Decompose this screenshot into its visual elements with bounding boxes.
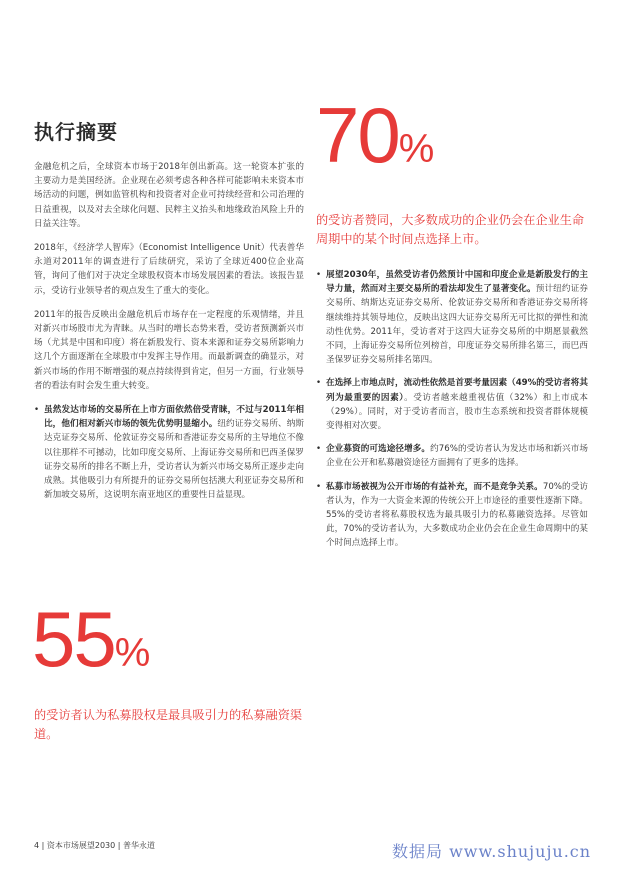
right-bullet-2-text: 。受访者越来越重视估值（32%）和上市成本（29%）。同时，对于受访者而言，股市生态系统和投资者群体规模变得相对次要。	[326, 392, 589, 432]
right-bullet-4	[316, 480, 588, 551]
right-bullet-2	[316, 376, 588, 433]
right-bullet-4-text: 70%的受访者认为，作为一大资金来源的传统公开上市途径的重要性逐渐下降。55%的受访者将私募股权选为最具吸引力的私募融资选择。尽管如此，70%的受访者认为，大多数成功企业仍会在企业生命周期中的某个时间点选择上市。	[326, 481, 588, 549]
page-title: 执行摘要	[34, 120, 118, 144]
right-column	[316, 268, 588, 551]
right-bullet-2-bold: 在选择上市地点时，流动性依然是首要考量因素（49%的受访者将其列为最重要的因素）	[326, 378, 588, 403]
left-column	[34, 160, 304, 502]
left-bullet	[34, 403, 304, 502]
stat-bottom-number: 55	[32, 595, 115, 683]
right-bullet-3-bold: 企业募资的可选途径增多。	[326, 444, 431, 455]
right-bullet-1-text: 预计纽约证券交易所、纳斯达克证券交易所、伦敦证券交易所和香港证券交易所将继续维持其领导地位，反映出这四大证券交易所无可比拟的弹性和流动性优势。2011年，受访者对于这四大证券交易所的中期愿景截然不同，上海证券交易所位列榜首，印度证券交易所排名第三，而巴西圣保罗证券交易所排名第四。	[326, 284, 588, 366]
stat-top	[316, 91, 435, 179]
right-bullet-3	[316, 442, 588, 470]
intro-paragraph-2: 2018年，《经济学人智库》（Economist Intelligence Unit）代表普华永道对2011年的调查进行了后续研究，采访了全球近400位企业高管，询问了他们对于决定全球股权资本市场发展因素的看法。该报告显示，受访行业领导者的观点发生了重大的变化。	[34, 243, 304, 296]
stat-top-number: 70	[316, 91, 399, 179]
stat-bottom-percent: %	[114, 631, 151, 675]
stat-top-percent: %	[398, 127, 435, 171]
left-bullet-bold: 虽然发达市场的交易所在上市方面依然倍受青睐，不过与2011年相比，他们相对新兴市场的领先优势明显缩小。	[44, 405, 304, 430]
stat-bottom-caption: 的受访者认为私募股权是最具吸引力的私募融资渠道。	[34, 708, 303, 741]
intro-paragraph-1: 金融危机之后，全球资本市场于2018年创出新高。这一轮资本扩张的主要动力是美国经济。企业现在必须考虑各种各样可能影响未来资本市场活动的问题，例如监管机构和投资者对企业可持续经营和公司治理的日益重视，以及对去全球化问题、民粹主义抬头和地缘政治风险上升的日益关注等。	[34, 162, 304, 229]
left-bullet-text: 纽约证券交易所、纳斯达克证券交易所、伦敦证券交易所和香港证券交易所的主导地位不像以往那样不可撼动，比如印度交易所、上海证券交易所和巴西圣保罗证券交易所的排名不断上升，受访者认为新兴市场交易所正逐步走向成熟。其他吸引力有所提升的证券交易所包括澳大利亚证券交易所和新加坡交易所，这说明东南亚地区的重要性日益显现。	[44, 419, 304, 501]
intro-paragraph-3: 2011年的报告反映出金融危机后市场存在一定程度的乐观情绪，并且对新兴市场股市尤为青睐。从当时的增长态势来看，受访者预测新兴市场（尤其是中国和印度）将在新股发行、资本来源和证券交易所影响力这几个方面逐渐在全球股市中发挥主导作用。而最新调查的确显示，对新兴市场的作用不断增强的观点持续得到肯定，但另一方面，行业领导者的看法有时会发生重大转变。	[34, 309, 304, 391]
right-bullet-3-text: 约76%的受访者认为发达市场和新兴市场企业在公开和私募融资途径方面拥有了更多的选择。	[326, 444, 588, 469]
page-footer: 4 | 资本市场展望2030 | 普华永道	[34, 841, 156, 850]
watermark-text: 数据局 www.shujuju.cn	[392, 842, 592, 861]
stat-bottom	[32, 595, 151, 683]
stat-top-caption: 的受访者赞同，大多数成功的企业仍会在企业生命周期中的某个时间点选择上市。	[316, 213, 585, 246]
right-bullet-1	[316, 268, 588, 367]
right-bullet-4-bold: 私募市场被视为公开市场的有益补充，而不是竞争关系。	[326, 481, 543, 492]
right-bullet-1-bold: 展望2030年，虽然受访者仍然预计中国和印度企业是新股发行的主导力量，然而对主要交易所的看法却发生了显著变化。	[326, 270, 588, 295]
